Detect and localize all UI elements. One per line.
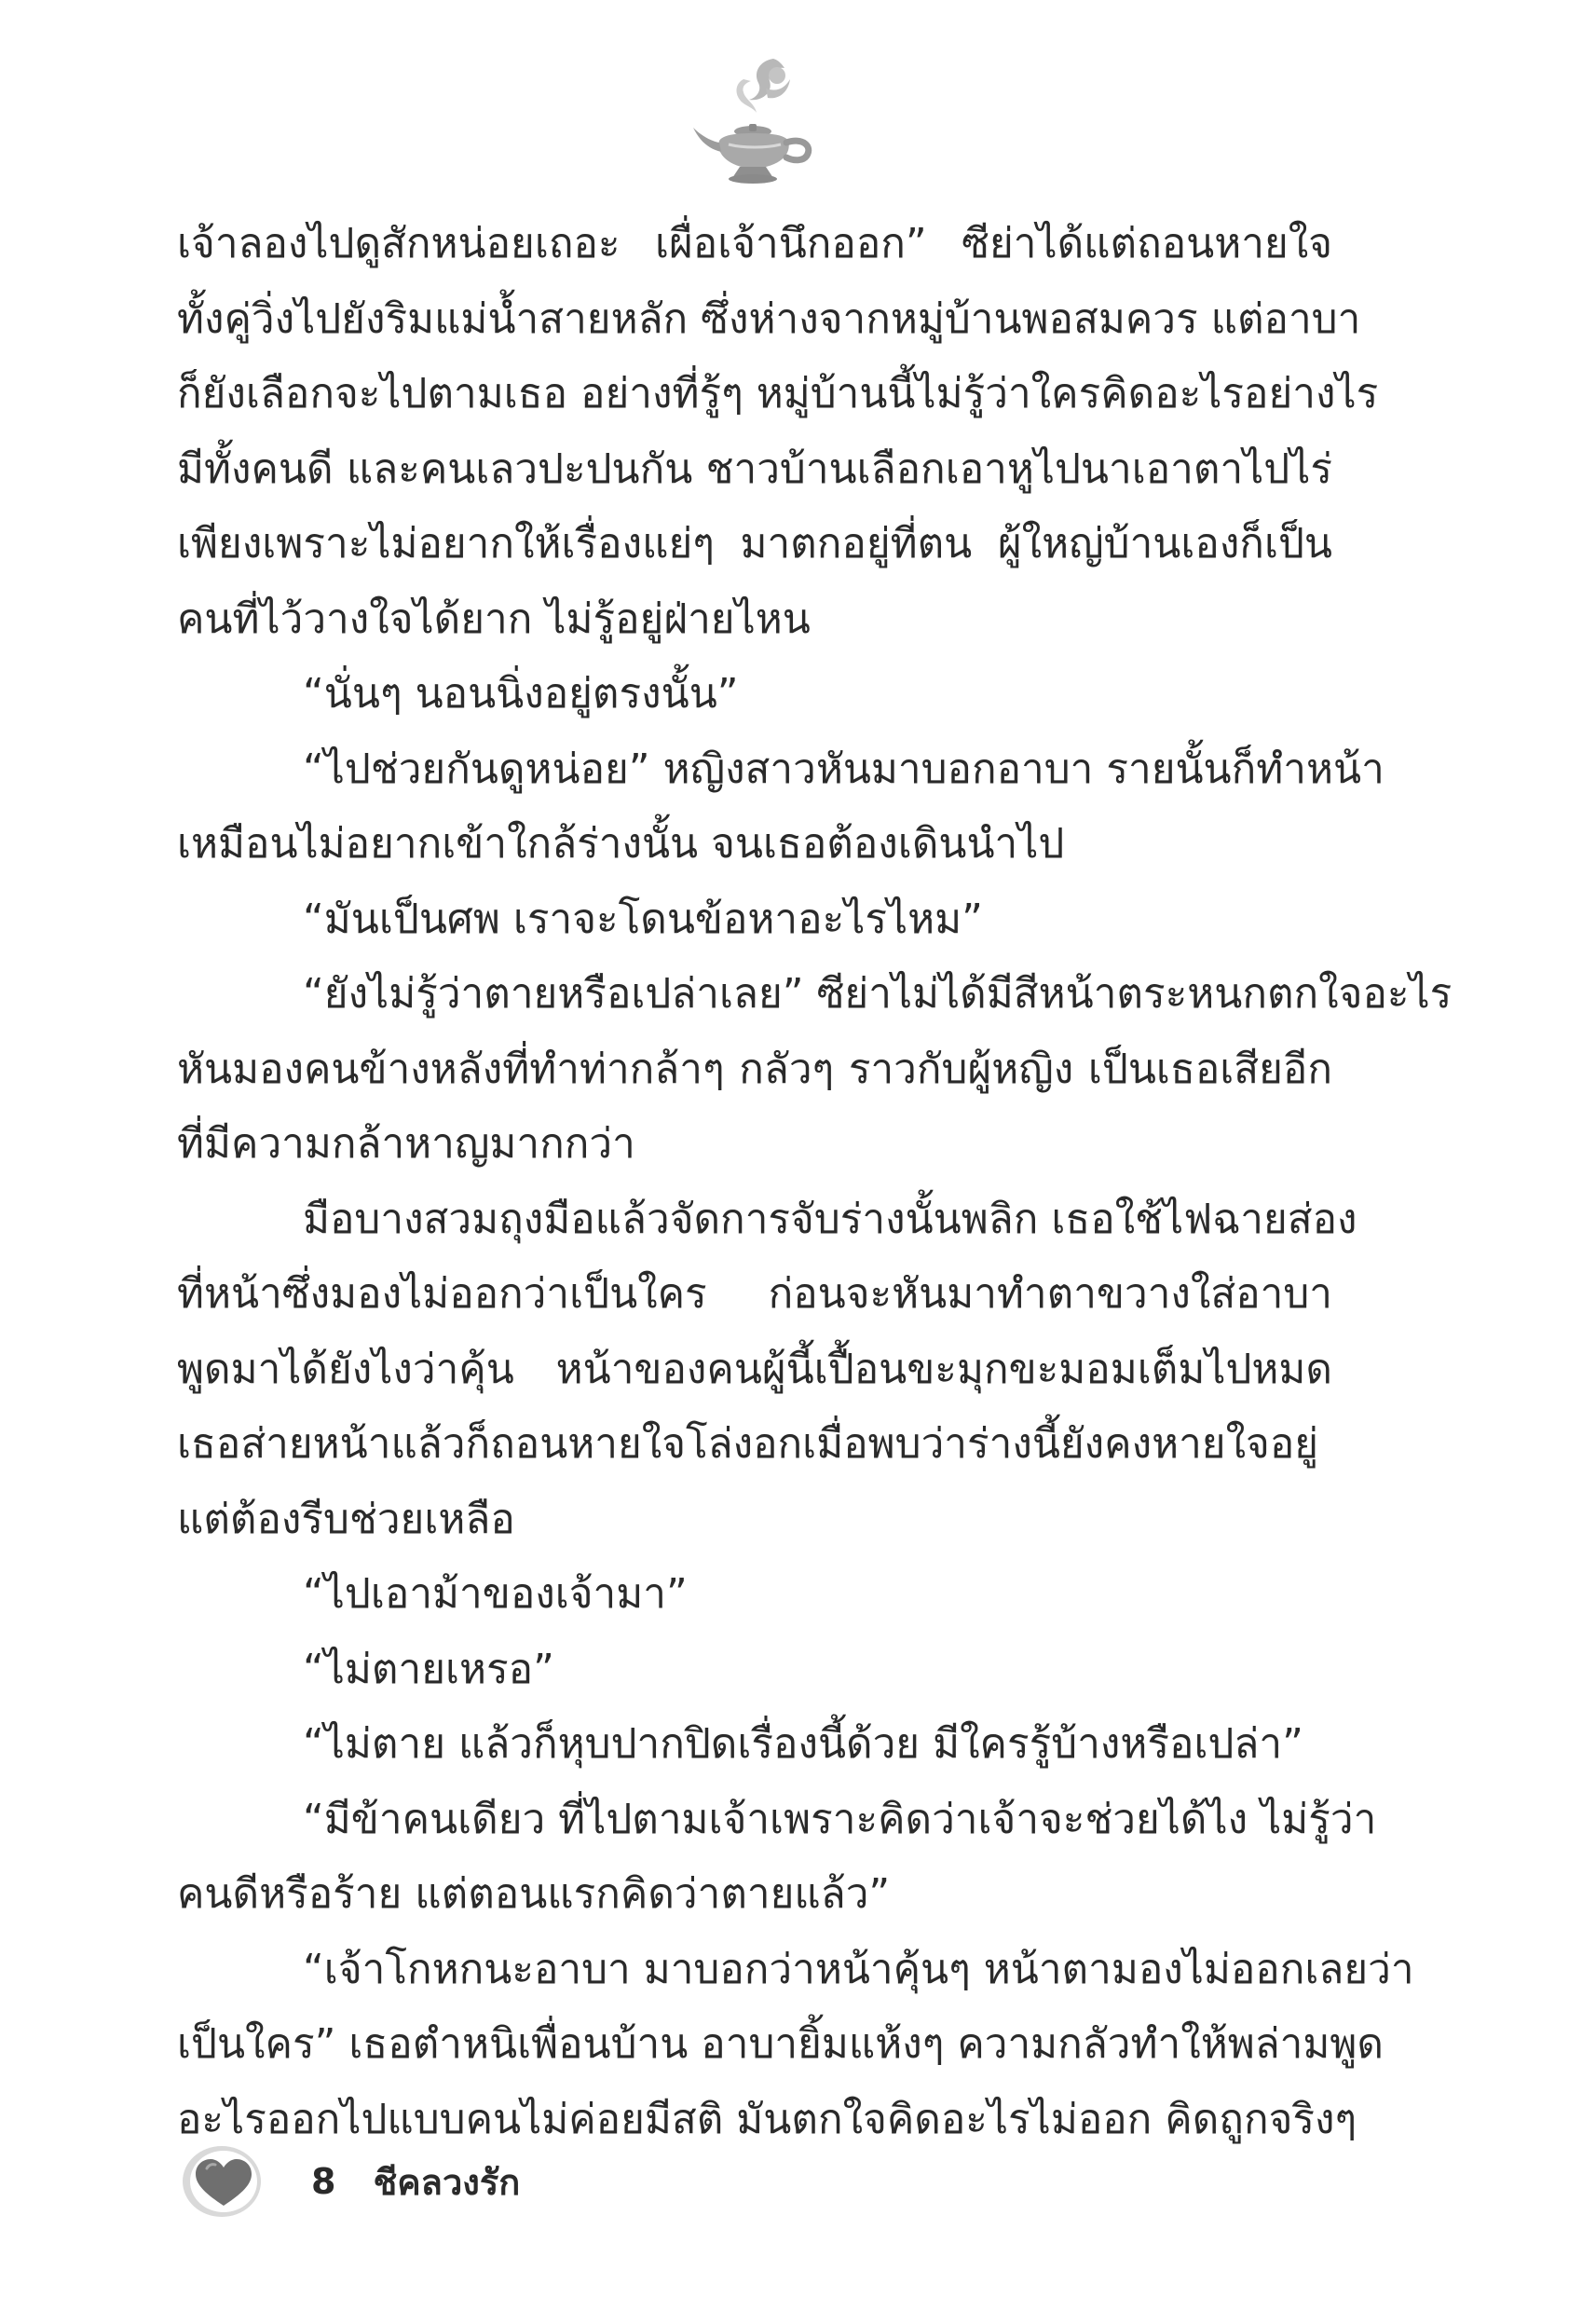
text-line: คนที่ไว้วางใจได้ยาก ไม่รู้อยู่ฝ่ายไหน: [177, 595, 811, 643]
text-line: “เจ้าโกหกนะอาบา มาบอกว่าหน้าคุ้นๆ หน้าตามองไม่ออกเลยว่า: [303, 1945, 1414, 1993]
text-line: พูดมาได้ยังไงว่าคุ้น หน้าของคนผู้นี้เปื้อนขะมุกขะมอมเต็มไปหมด: [177, 1345, 1332, 1393]
text-line: “ไปช่วยกันดูหน่อย” หญิงสาวหันมาบอกอาบา รายนั้นก็ทำหน้า: [303, 745, 1385, 793]
book-title: ชีคลวงรัก: [373, 2161, 521, 2203]
text-line: ที่หน้าซึ่งมองไม่ออกว่าเป็นใคร ก่อนจะหันมาทำตาขวางใส่อาบา: [177, 1270, 1332, 1318]
page-number: 8: [311, 2161, 336, 2202]
text-line: คนดีหรือร้าย แต่ตอนแรกคิดว่าตายแล้ว”: [177, 1870, 891, 1918]
text-line: หันมองคนข้างหลังที่ทำท่ากล้าๆ กลัวๆ ราวกับผู้หญิง เป็นเธอเสียอีก: [177, 1045, 1332, 1093]
heart-icon: [179, 2144, 263, 2219]
text-line: มีทั้งคนดี และคนเลวปะปนกัน ชาวบ้านเลือกเอาหูไปนาเอาตาไปไร่: [177, 444, 1332, 493]
text-line: ที่มีความกล้าหาญมากกว่า: [177, 1120, 635, 1168]
text-line: อะไรออกไปแบบคนไม่ค่อยมีสติ มันตกใจคิดอะไรไม่ออก คิดถูกจริงๆ: [177, 2095, 1357, 2143]
text-line: เจ้าลองไปดูสักหน่อยเถอะ เผื่อเจ้านึกออก” ซีย่าได้แต่ถอนหายใจ: [177, 220, 1332, 267]
text-line: “ยังไม่รู้ว่าตายหรือเปล่าเลย” ซีย่าไม่ได้มีสีหน้าตระหนกตกใจอะไร: [303, 970, 1453, 1018]
text-line: “มีข้าคนเดียว ที่ไปตามเจ้าเพราะคิดว่าเจ้าจะช่วยได้ไง ไม่รู้ว่า: [303, 1795, 1377, 1843]
text-line: แต่ต้องรีบช่วยเหลือ: [177, 1495, 515, 1543]
text-line: เป็นใคร” เธอตำหนิเพื่อนบ้าน อาบายิ้มแห้งๆ ความกลัวทำให้พล่ามพูด: [177, 2020, 1384, 2068]
text-line: ทั้งคู่วิ่งไปยังริมแม่น้ำสายหลัก ซึ่งห่างจากหมู่บ้านพอสมควร แต่อาบา: [177, 294, 1361, 343]
text-line: เหมือนไม่อยากเข้าใกล้ร่างนั้น จนเธอต้องเดินนำไป: [177, 820, 1065, 868]
text-line: “ไม่ตาย แล้วก็หุบปากปิดเรื่องนี้ด้วย มีใครรู้บ้างหรือเปล่า”: [303, 1720, 1303, 1768]
page-footer: [179, 2140, 520, 2223]
body-text: [177, 207, 1453, 2157]
text-line: เพียงเพราะไม่อยากให้เรื่องแย่ๆ มาตกอยู่ที่ตน ผู้ใหญ่บ้านเองก็เป็น: [177, 520, 1332, 567]
text-line: “ไปเอาม้าของเจ้ามา”: [303, 1570, 688, 1618]
text-line: “ไม่ตายเหรอ”: [303, 1645, 554, 1693]
genie-lamp-icon: [688, 51, 827, 191]
text-line: ก็ยังเลือกจะไปตามเธอ อย่างที่รู้ๆ หมู่บ้านนี้ไม่รู้ว่าใครคิดอะไรอย่างไร: [177, 370, 1379, 417]
text-line: มือบางสวมถุงมือแล้วจัดการจับร่างนั้นพลิก เธอใช้ไฟฉายส่อง: [303, 1195, 1357, 1243]
text-line: “นั่นๆ นอนนิ่งอยู่ตรงนั้น”: [303, 670, 739, 718]
text-line: “มันเป็นศพ เราจะโดนข้อหาอะไรไหม”: [303, 895, 983, 943]
text-line: เธอส่ายหน้าแล้วก็ถอนหายใจโล่งอกเมื่อพบว่าร่างนี้ยังคงหายใจอยู่: [177, 1420, 1319, 1468]
